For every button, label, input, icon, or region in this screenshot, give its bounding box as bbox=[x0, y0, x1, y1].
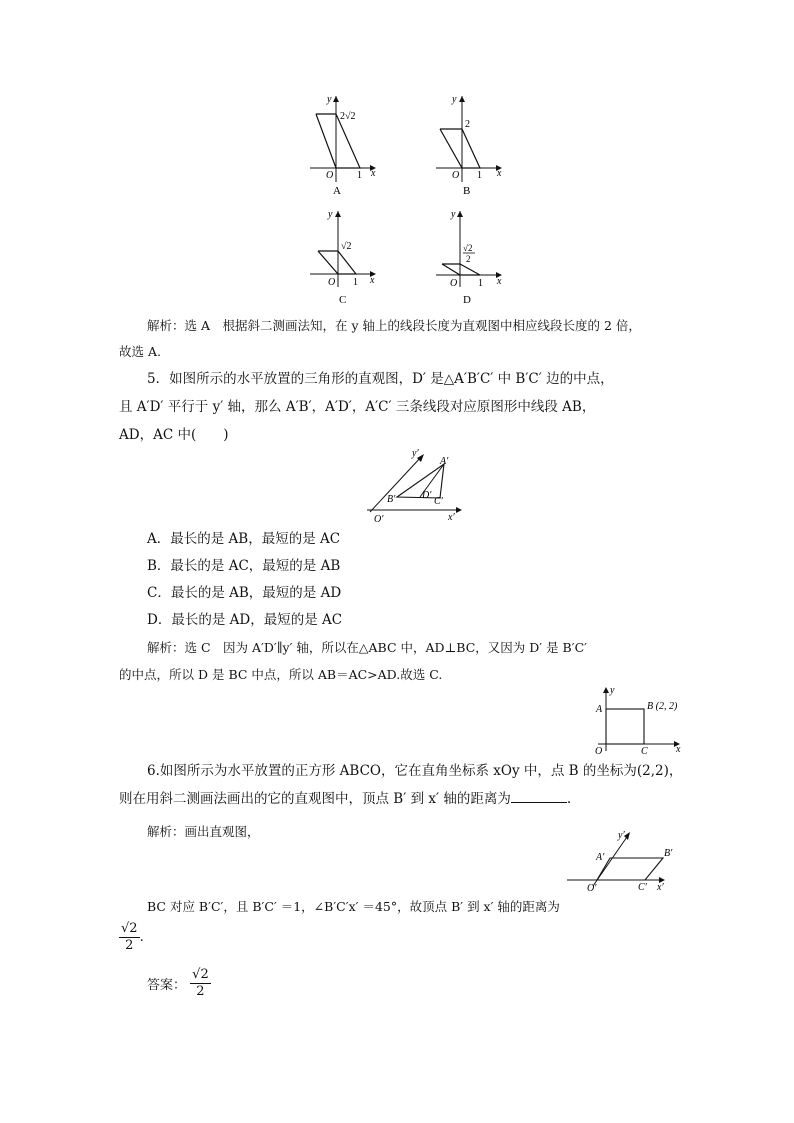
answer-fraction bbox=[190, 967, 211, 1000]
fraction bbox=[119, 921, 140, 954]
x-prime-label: x′ bbox=[448, 512, 455, 523]
d-prime-label: D′ bbox=[422, 490, 432, 501]
q4-analysis-line1: 解析：选 A 根据斜二测画法知，在 y 轴上的线段长度为直观图中相应线段长度的 2 倍， bbox=[147, 318, 641, 333]
y-axis-label: y bbox=[328, 209, 333, 220]
y-tick-numerator: √2 bbox=[463, 243, 473, 253]
figure-a bbox=[300, 92, 380, 202]
origin-label: O bbox=[452, 170, 460, 181]
q5-stem-line2: 且 A′D′ 平行于 y′ 轴，那么 A′B′，A′D′，A′C′ 三条线段对应原图形中线段 AB， bbox=[119, 399, 596, 415]
q5-analysis-line2: 的中点，所以 D 是 BC 中点，所以 AB＝AC>AD.故选 C. bbox=[119, 667, 443, 682]
fraction-numerator: √2 bbox=[121, 921, 138, 936]
o-label: O bbox=[595, 746, 603, 757]
figure-b bbox=[430, 92, 510, 202]
x-axis-label: x bbox=[371, 168, 376, 179]
figure-caption: A bbox=[333, 185, 341, 197]
q6-stem-line2-end: . bbox=[566, 791, 572, 807]
x-axis-label: x bbox=[497, 168, 502, 179]
q6-analysis-line1: BC 对应 B′C′，且 B′C′ ＝1，∠B′C′x′ ＝45°，故顶点 B′ 到 x′ 轴的距离为 bbox=[147, 899, 560, 914]
q5-option-d: D．最长的是 AD，最短的是 AC bbox=[147, 612, 343, 628]
a-prime-label: A′ bbox=[440, 456, 449, 467]
origin-label: O bbox=[328, 277, 336, 288]
y-tick-label: √2 bbox=[341, 241, 352, 252]
y-axis-label: y bbox=[327, 94, 332, 105]
q4-analysis-line2: 故选 A. bbox=[119, 344, 161, 359]
c-prime-label: C′ bbox=[434, 496, 443, 507]
q6-stem-line1: 6.如图所示为水平放置的正方形 ABCO，它在直角坐标系 xOy 中，点 B 的坐标为(2,2)， bbox=[147, 763, 683, 779]
origin-label: O bbox=[326, 170, 334, 181]
y-tick-denominator: 2 bbox=[466, 254, 471, 264]
b-label: B (2, 2) bbox=[647, 701, 678, 712]
fraction-period: . bbox=[139, 930, 144, 945]
figure-c bbox=[300, 205, 380, 310]
x-tick-label: 1 bbox=[357, 170, 362, 181]
fraction-denominator: 2 bbox=[125, 938, 134, 953]
o-prime-label: O′ bbox=[374, 514, 384, 525]
figure-d bbox=[430, 205, 510, 310]
x-tick-label: 1 bbox=[478, 278, 483, 289]
y-tick-label: 2√2 bbox=[340, 111, 356, 122]
q6-stem-line2 bbox=[119, 789, 571, 809]
figure-caption: C bbox=[339, 294, 347, 306]
y-tick-label: 2 bbox=[465, 119, 470, 130]
answer-denominator: 2 bbox=[196, 984, 205, 999]
q5-option-a: A．最长的是 AB，最短的是 AC bbox=[147, 531, 341, 547]
q5-option-b: B．最长的是 AC，最短的是 AB bbox=[147, 558, 341, 574]
x-tick-label: 1 bbox=[477, 170, 482, 181]
y-axis-label: y bbox=[610, 685, 615, 696]
y-axis-label: y bbox=[451, 209, 456, 220]
q5-stem-line3: AD，AC 中( ) bbox=[119, 427, 229, 443]
q6-oblique-figure bbox=[563, 828, 678, 893]
c-label: C bbox=[641, 746, 648, 757]
q6-analysis-label: 解析：画出直观图， bbox=[147, 824, 260, 839]
c-prime-label: C′ bbox=[638, 882, 647, 893]
x-axis-label: x bbox=[370, 275, 375, 286]
answer-label: 答案： bbox=[147, 978, 187, 993]
q6-square-figure bbox=[590, 685, 685, 757]
q5-figure bbox=[362, 450, 467, 525]
x-axis-label: x bbox=[497, 276, 502, 287]
origin-label: O bbox=[450, 278, 458, 289]
q5-option-c: C．最长的是 AB，最短的是 AD bbox=[147, 585, 342, 601]
q6-answer bbox=[147, 967, 211, 1000]
y-prime-label: y′ bbox=[412, 448, 419, 459]
y-prime-label: y′ bbox=[618, 830, 625, 841]
q6-analysis-fraction bbox=[119, 921, 144, 954]
x-tick-label: 1 bbox=[353, 277, 358, 288]
y-axis-label: y bbox=[452, 94, 457, 105]
b-prime-label: B′ bbox=[664, 848, 673, 859]
figure-caption: B bbox=[463, 185, 471, 197]
answer-numerator: √2 bbox=[192, 967, 209, 982]
o-prime-label: O′ bbox=[587, 883, 597, 894]
answer-blank bbox=[511, 790, 567, 803]
q5-stem-line1: 5．如图所示的水平放置的三角形的直观图，D′ 是△A′B′C′ 中 B′C′ 边的中点， bbox=[147, 371, 614, 387]
a-prime-label: A′ bbox=[596, 852, 605, 863]
q5-analysis-line1: 解析：选 C 因为 A′D′∥y′ 轴，所以在△ABC 中，AD⊥BC，又因为 D′ 是 B′C′ bbox=[147, 640, 587, 655]
x-prime-label: x′ bbox=[657, 882, 664, 893]
b-prime-label: B′ bbox=[387, 494, 396, 505]
q6-stem-line2-text: 则在用斜二测画法画出的它的直观图中，顶点 B′ 到 x′ 轴的距离为 bbox=[119, 791, 511, 807]
a-label: A bbox=[596, 704, 603, 715]
x-axis-label: x bbox=[676, 744, 681, 755]
figure-caption: D bbox=[463, 294, 471, 306]
